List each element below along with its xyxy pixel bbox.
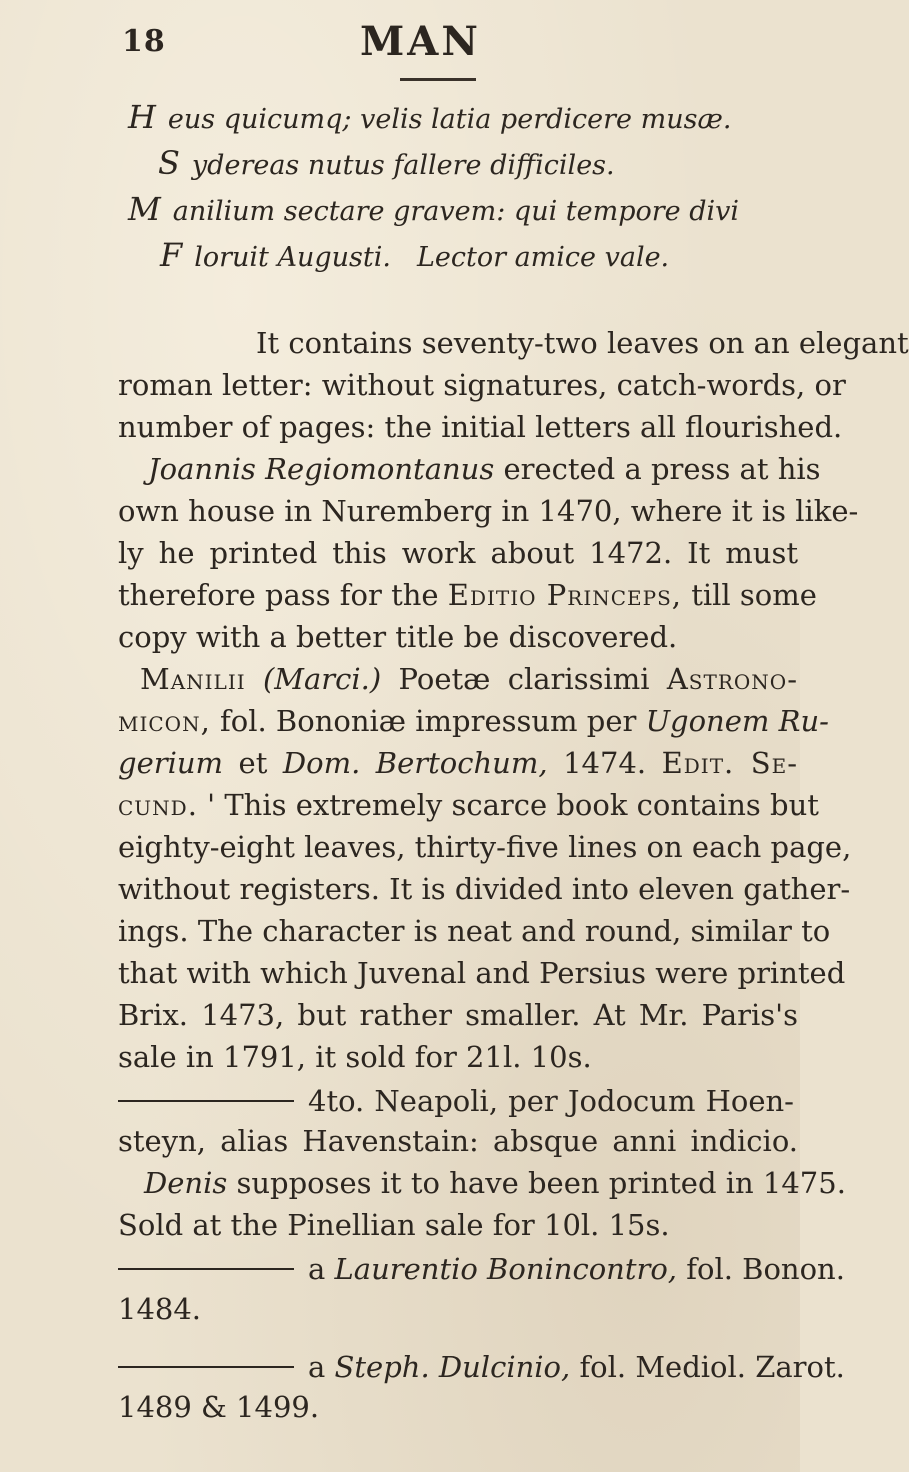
text-line	[118, 784, 819, 826]
text-line: copy with a better title be discovered.	[118, 620, 678, 654]
text-line: own house in Nuremberg in 1470, where it is like-	[118, 494, 859, 528]
text-line: Sold at the Pinellian sale for 10l. 15s.	[118, 1208, 670, 1242]
text-span: a	[308, 1350, 326, 1384]
italic-span: Denis	[144, 1166, 228, 1200]
italic-span: Steph. Dulcinio,	[334, 1350, 571, 1384]
text-span	[308, 1248, 845, 1290]
ditto-rule	[118, 1366, 294, 1368]
text-line	[118, 574, 817, 616]
text-line: roman letter: without signatures, catch-words, or	[118, 368, 846, 402]
page-header	[0, 18, 800, 78]
verse-line-3	[128, 186, 739, 235]
text-span: fol. Bonon.	[686, 1252, 845, 1286]
verse-text: loruit Augusti.	[194, 242, 391, 273]
verse-initial: M	[128, 190, 161, 228]
small-caps-span: Astrono-	[666, 662, 798, 696]
ditto-rule	[118, 1268, 294, 1270]
verse-text: anilium sectare gravem: qui tempore divi	[172, 196, 740, 227]
text-line: It contains seventy-two leaves on an elegant	[256, 326, 909, 360]
text-line	[118, 700, 829, 742]
text-span: erected a press at his	[503, 452, 821, 486]
verse-line-2	[158, 140, 615, 189]
text-line: steyn, alias Havenstain: absque anni indicio.	[118, 1124, 798, 1158]
page-number: 18	[122, 24, 166, 59]
text-line	[148, 448, 821, 490]
ditto-rule	[118, 1100, 294, 1102]
text-span: ' This extremely scarce book contains but	[207, 788, 819, 822]
italic-span: Laurentio Bonincontro,	[334, 1252, 678, 1286]
text-span: 1474.	[563, 746, 647, 780]
running-head: MAN	[360, 18, 481, 65]
text-line: Brix. 1473, but rather smaller. At Mr. Paris's	[118, 998, 798, 1032]
verse-tail: Lector amice vale.	[416, 242, 670, 273]
italic-span: Dom. Bertochum,	[282, 746, 548, 780]
text-span: et	[238, 746, 268, 780]
small-caps-span: cund.	[118, 788, 198, 822]
text-line: without registers. It is divided into eleven gather-	[118, 872, 851, 906]
text-line	[118, 1078, 798, 1122]
text-span: Poetæ clarissimi	[398, 662, 650, 696]
text-line: ings. The character is neat and round, similar to	[118, 914, 831, 948]
header-rule	[400, 78, 476, 81]
text-span: therefore pass for the	[118, 578, 439, 612]
small-caps-span: Editio Princeps,	[447, 578, 682, 612]
verse-initial: S	[158, 144, 180, 182]
text-line: ly he printed this work about 1472. It must	[118, 536, 798, 570]
text-line: that with which Juvenal and Persius were printed	[118, 956, 846, 990]
text-span: 4to. Neapoli, per Jodocum Hoen-	[308, 1084, 794, 1118]
text-line: eighty-eight leaves, thirty-five lines on each page,	[118, 830, 852, 864]
small-caps-span: Manilii	[140, 662, 246, 696]
small-caps-span: Edit. Se-	[661, 746, 799, 780]
text-span: a	[308, 1252, 326, 1286]
text-line: 1489 & 1499.	[118, 1390, 320, 1424]
text-span	[308, 1346, 845, 1388]
text-line	[144, 1162, 846, 1204]
verse-text: eus quicumq; velis latia perdicere musæ.	[167, 104, 732, 135]
text-span: supposes it to have been printed in 1475.	[236, 1166, 846, 1200]
author-name: Joannis Regiomontanus	[148, 452, 495, 486]
text-line: 1484.	[118, 1292, 202, 1326]
verse-text: ydereas nutus fallere difficiles.	[191, 150, 615, 181]
italic-span: Ugonem Ru-	[645, 704, 829, 738]
verse-line-4	[160, 232, 669, 281]
verse-line-1	[128, 94, 731, 143]
text-span: till some	[691, 578, 817, 612]
text-line	[140, 658, 798, 700]
text-line	[118, 1344, 845, 1388]
small-caps-span: micon,	[118, 704, 211, 738]
text-span: fol. Mediol. Zarot.	[579, 1350, 845, 1384]
verse-initial: F	[160, 236, 183, 274]
italic-span: gerium	[118, 746, 224, 780]
text-line	[118, 742, 798, 784]
text-line: sale in 1791, it sold for 21l. 10s.	[118, 1040, 592, 1074]
verse-initial: H	[128, 98, 156, 136]
text-line	[118, 1246, 845, 1290]
text-span: fol. Bononiæ impressum per	[220, 704, 637, 738]
italic-span: (Marci.)	[262, 662, 382, 696]
text-line: number of pages: the initial letters all flourished.	[118, 410, 843, 444]
